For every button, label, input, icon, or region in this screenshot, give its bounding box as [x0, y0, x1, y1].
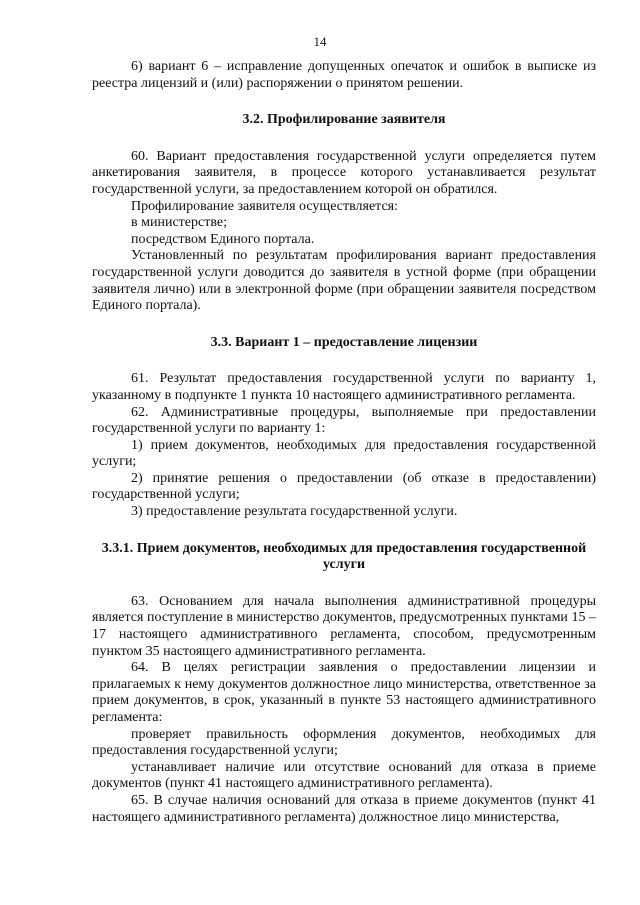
spacer	[92, 129, 596, 149]
document-body	[92, 59, 596, 826]
paragraph-4: в министерстве;	[131, 215, 227, 231]
spacer	[92, 351, 596, 371]
paragraph-10: 2) принятие решения о предоставлении (об отказе в предоставлении) государственной услуги;	[92, 470, 596, 503]
spacer	[92, 315, 596, 335]
paragraph-6: Установленный по результатам профилирования вариант предоставления государственной услуги доводится до заявителя в устной форме (при обращении заявителя лично) или в электронной форме (при обращении заявителя посредством Единого портала).	[92, 248, 596, 314]
paragraph-2: 60. Вариант предоставления государственной услуги определяется путем анкетирования заявителя, в процессе которого устанавливается результат государственной услуги, за предоставлением которой он обратился.	[92, 148, 596, 197]
paragraph-3: Профилирование заявителя осуществляется:	[131, 198, 398, 214]
spacer	[92, 92, 596, 112]
paragraph-12: 63. Основанием для начала выполнения административной процедуры является поступление в министерство документов, предусмотренных пунктами 15 – 17 настоящего административного регламента, способом, предусмотренным пунктом 35 настоящего административного регламента.	[92, 593, 596, 659]
paragraph-11: 3) предоставление результата государственной услуги.	[131, 504, 458, 520]
paragraph-13: 64. В целях регистрации заявления о предоставлении лицензии и прилагаемых к нему документов должностное лицо министерства, ответственное за прием документов, в срок, указанный в пункте 53 настоящего административного регламента:	[92, 660, 596, 725]
paragraph-15: устанавливает наличие или отсутствие оснований для отказа в приеме документов (пункт 41 настоящего административного регламента).	[92, 759, 596, 792]
section-heading-3: 3.3.1. Прием документов, необходимых для предоставления государственной услуги	[101, 540, 587, 573]
paragraph-7: 61. Результат предоставления государственной услуги по варианту 1, указанному в подпункте 1 пункта 10 настоящего административного регламента.	[92, 371, 596, 403]
page-number: 14	[313, 34, 327, 49]
paragraph-16: 65. В случае наличия оснований для отказа в приеме документов (пункт 41 настоящего административного регламента) должностное лицо министерства,	[92, 792, 596, 825]
section-heading-2: 3.3. Вариант 1 – предоставление лицензии	[210, 334, 478, 350]
paragraph-14: проверяет правильность оформления документов, необходимых для предоставления государственной услуги;	[92, 726, 596, 759]
paragraph-1: 6) вариант 6 – исправление допущенных опечаток и ошибок в выписке из реестра лицензий и (или) распоряжении о принятом решении.	[92, 59, 596, 91]
paragraph-5: посредством Единого портала.	[131, 231, 315, 247]
paragraph-9: 1) прием документов, необходимых для предоставления государственной услуги;	[92, 437, 596, 470]
spacer	[92, 574, 596, 594]
paragraph-8: 62. Административные процедуры, выполняемые при предоставлении государственной услуги по варианту 1:	[92, 404, 596, 437]
section-heading-1: 3.2. Профилирование заявителя	[242, 112, 446, 128]
spacer	[92, 521, 596, 541]
